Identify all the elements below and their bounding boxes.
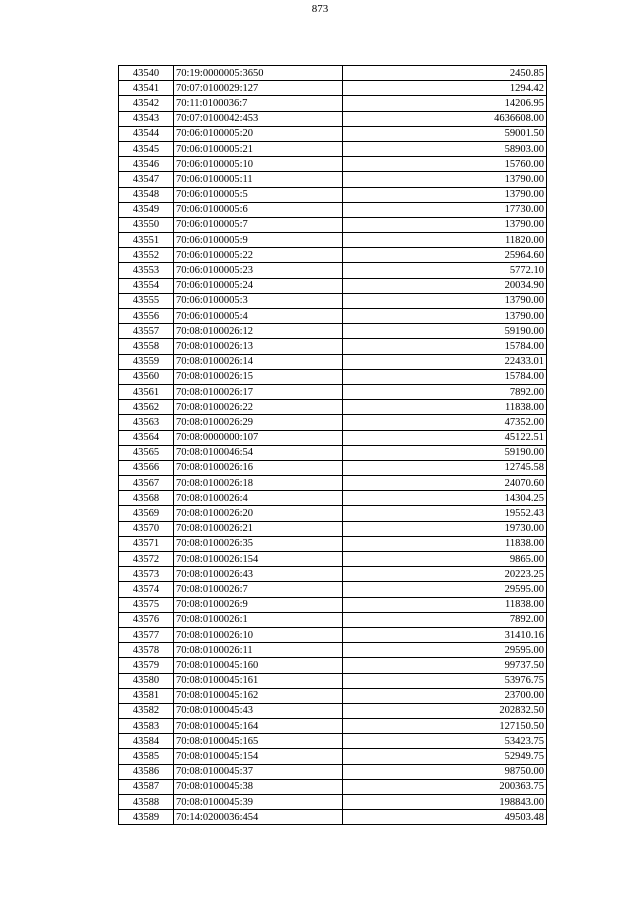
row-number-cell: 43549 — [119, 202, 174, 217]
cadastral-number-cell: 70:08:0100026:29 — [174, 415, 343, 430]
row-number-cell: 43565 — [119, 445, 174, 460]
cadastral-number-cell: 70:08:0100026:15 — [174, 369, 343, 384]
cadastral-number-cell: 70:08:0100026:7 — [174, 582, 343, 597]
value-cell: 59190.00 — [343, 445, 547, 460]
cadastral-number-cell: 70:06:0100005:10 — [174, 157, 343, 172]
cadastral-number-cell: 70:08:0100045:37 — [174, 764, 343, 779]
value-cell: 127150.50 — [343, 719, 547, 734]
cadastral-number-cell: 70:08:0100026:11 — [174, 643, 343, 658]
registry-table — [118, 65, 547, 825]
table-row — [119, 293, 547, 308]
cadastral-number-cell: 70:08:0100026:154 — [174, 552, 343, 567]
row-number-cell: 43563 — [119, 415, 174, 430]
value-cell: 19730.00 — [343, 521, 547, 536]
row-number-cell: 43584 — [119, 734, 174, 749]
cadastral-number-cell: 70:08:0100045:162 — [174, 688, 343, 703]
value-cell: 59190.00 — [343, 324, 547, 339]
table-row — [119, 688, 547, 703]
table-row — [119, 779, 547, 794]
value-cell: 202832.50 — [343, 703, 547, 718]
value-cell: 98750.00 — [343, 764, 547, 779]
table-row — [119, 384, 547, 399]
row-number-cell: 43554 — [119, 278, 174, 293]
cadastral-number-cell: 70:08:0100046:54 — [174, 445, 343, 460]
row-number-cell: 43557 — [119, 324, 174, 339]
cadastral-number-cell: 70:08:0100045:39 — [174, 795, 343, 810]
cadastral-number-cell: 70:06:0100005:5 — [174, 187, 343, 202]
row-number-cell: 43580 — [119, 673, 174, 688]
table-row — [119, 491, 547, 506]
table-row — [119, 719, 547, 734]
table-row — [119, 354, 547, 369]
value-cell: 19552.43 — [343, 506, 547, 521]
cadastral-number-cell: 70:06:0100005:9 — [174, 233, 343, 248]
value-cell: 15760.00 — [343, 157, 547, 172]
table-row — [119, 430, 547, 445]
row-number-cell: 43560 — [119, 369, 174, 384]
value-cell: 58903.00 — [343, 141, 547, 156]
value-cell: 198843.00 — [343, 795, 547, 810]
cadastral-number-cell: 70:07:0100029:127 — [174, 81, 343, 96]
value-cell: 2450.85 — [343, 66, 547, 81]
row-number-cell: 43552 — [119, 248, 174, 263]
value-cell: 24070.60 — [343, 476, 547, 491]
table-row — [119, 552, 547, 567]
value-cell: 45122.51 — [343, 430, 547, 445]
table-row — [119, 597, 547, 612]
row-number-cell: 43558 — [119, 339, 174, 354]
row-number-cell: 43574 — [119, 582, 174, 597]
table-row — [119, 627, 547, 642]
row-number-cell: 43575 — [119, 597, 174, 612]
page-number: 873 — [311, 3, 329, 15]
row-number-cell: 43583 — [119, 719, 174, 734]
value-cell: 20223.25 — [343, 567, 547, 582]
cadastral-number-cell: 70:08:0100026:1 — [174, 612, 343, 627]
value-cell: 5772.10 — [343, 263, 547, 278]
value-cell: 7892.00 — [343, 384, 547, 399]
table-row — [119, 248, 547, 263]
value-cell: 47352.00 — [343, 415, 547, 430]
cadastral-number-cell: 70:08:0100045:43 — [174, 703, 343, 718]
row-number-cell: 43559 — [119, 354, 174, 369]
row-number-cell: 43551 — [119, 233, 174, 248]
table-row — [119, 703, 547, 718]
table-row — [119, 400, 547, 415]
cadastral-number-cell: 70:08:0100026:17 — [174, 384, 343, 399]
cadastral-number-cell: 70:07:0100042:453 — [174, 111, 343, 126]
row-number-cell: 43568 — [119, 491, 174, 506]
cadastral-number-cell: 70:06:0100005:24 — [174, 278, 343, 293]
table-row — [119, 111, 547, 126]
value-cell: 200363.75 — [343, 779, 547, 794]
cadastral-number-cell: 70:08:0000000:107 — [174, 430, 343, 445]
row-number-cell: 43572 — [119, 552, 174, 567]
row-number-cell: 43589 — [119, 810, 174, 825]
value-cell: 59001.50 — [343, 126, 547, 141]
table-row — [119, 445, 547, 460]
table-row — [119, 764, 547, 779]
cadastral-number-cell: 70:11:0100036:7 — [174, 96, 343, 111]
table-row — [119, 157, 547, 172]
row-number-cell: 43553 — [119, 263, 174, 278]
row-number-cell: 43541 — [119, 81, 174, 96]
cadastral-number-cell: 70:08:0100045:161 — [174, 673, 343, 688]
value-cell: 13790.00 — [343, 293, 547, 308]
value-cell: 12745.58 — [343, 460, 547, 475]
value-cell: 23700.00 — [343, 688, 547, 703]
row-number-cell: 43576 — [119, 612, 174, 627]
cadastral-number-cell: 70:06:0100005:20 — [174, 126, 343, 141]
row-number-cell: 43545 — [119, 141, 174, 156]
row-number-cell: 43578 — [119, 643, 174, 658]
cadastral-number-cell: 70:06:0100005:21 — [174, 141, 343, 156]
cadastral-number-cell: 70:06:0100005:11 — [174, 172, 343, 187]
row-number-cell: 43581 — [119, 688, 174, 703]
table-row — [119, 324, 547, 339]
value-cell: 53423.75 — [343, 734, 547, 749]
value-cell: 13790.00 — [343, 217, 547, 232]
table-row — [119, 96, 547, 111]
row-number-cell: 43588 — [119, 795, 174, 810]
cadastral-number-cell: 70:06:0100005:23 — [174, 263, 343, 278]
cadastral-number-cell: 70:08:0100026:18 — [174, 476, 343, 491]
table-row — [119, 172, 547, 187]
table-row — [119, 749, 547, 764]
row-number-cell: 43586 — [119, 764, 174, 779]
table-row — [119, 673, 547, 688]
row-number-cell: 43542 — [119, 96, 174, 111]
table-row — [119, 309, 547, 324]
cadastral-number-cell: 70:08:0100045:164 — [174, 719, 343, 734]
value-cell: 13790.00 — [343, 187, 547, 202]
row-number-cell: 43579 — [119, 658, 174, 673]
cadastral-number-cell: 70:08:0100026:12 — [174, 324, 343, 339]
value-cell: 29595.00 — [343, 582, 547, 597]
cadastral-number-cell: 70:08:0100026:13 — [174, 339, 343, 354]
table-row — [119, 658, 547, 673]
table-row — [119, 339, 547, 354]
row-number-cell: 43555 — [119, 293, 174, 308]
value-cell: 20034.90 — [343, 278, 547, 293]
row-number-cell: 43569 — [119, 506, 174, 521]
row-number-cell: 43543 — [119, 111, 174, 126]
row-number-cell: 43566 — [119, 460, 174, 475]
value-cell: 25964.60 — [343, 248, 547, 263]
table-row — [119, 81, 547, 96]
value-cell: 49503.48 — [343, 810, 547, 825]
value-cell: 11820.00 — [343, 233, 547, 248]
cadastral-number-cell: 70:06:0100005:6 — [174, 202, 343, 217]
table-row — [119, 233, 547, 248]
table-row — [119, 66, 547, 81]
cadastral-number-cell: 70:08:0100026:16 — [174, 460, 343, 475]
table-row — [119, 369, 547, 384]
value-cell: 14304.25 — [343, 491, 547, 506]
cadastral-number-cell: 70:08:0100026:9 — [174, 597, 343, 612]
table-row — [119, 217, 547, 232]
value-cell: 1294.42 — [343, 81, 547, 96]
table-row — [119, 612, 547, 627]
value-cell: 11838.00 — [343, 536, 547, 551]
table-row — [119, 476, 547, 491]
value-cell: 11838.00 — [343, 597, 547, 612]
cadastral-number-cell: 70:06:0100005:4 — [174, 309, 343, 324]
row-number-cell: 43546 — [119, 157, 174, 172]
value-cell: 31410.16 — [343, 627, 547, 642]
row-number-cell: 43544 — [119, 126, 174, 141]
table-row — [119, 536, 547, 551]
value-cell: 4636608.00 — [343, 111, 547, 126]
cadastral-number-cell: 70:08:0100045:160 — [174, 658, 343, 673]
value-cell: 99737.50 — [343, 658, 547, 673]
table-row — [119, 460, 547, 475]
row-number-cell: 43585 — [119, 749, 174, 764]
cadastral-number-cell: 70:06:0100005:3 — [174, 293, 343, 308]
table-row — [119, 795, 547, 810]
table-row — [119, 202, 547, 217]
table-row — [119, 263, 547, 278]
cadastral-number-cell: 70:08:0100026:22 — [174, 400, 343, 415]
table-row — [119, 734, 547, 749]
cadastral-number-cell: 70:08:0100026:20 — [174, 506, 343, 521]
table-row — [119, 506, 547, 521]
row-number-cell: 43567 — [119, 476, 174, 491]
table-row — [119, 582, 547, 597]
row-number-cell: 43571 — [119, 536, 174, 551]
registry-table-body — [119, 66, 547, 825]
cadastral-number-cell: 70:06:0100005:7 — [174, 217, 343, 232]
row-number-cell: 43550 — [119, 217, 174, 232]
table-row — [119, 810, 547, 825]
row-number-cell: 43587 — [119, 779, 174, 794]
table-row — [119, 141, 547, 156]
table-row — [119, 643, 547, 658]
table-row — [119, 126, 547, 141]
row-number-cell: 43556 — [119, 309, 174, 324]
value-cell: 53976.75 — [343, 673, 547, 688]
value-cell: 7892.00 — [343, 612, 547, 627]
row-number-cell: 43582 — [119, 703, 174, 718]
value-cell: 14206.95 — [343, 96, 547, 111]
table-row — [119, 278, 547, 293]
row-number-cell: 43562 — [119, 400, 174, 415]
value-cell: 17730.00 — [343, 202, 547, 217]
cadastral-number-cell: 70:06:0100005:22 — [174, 248, 343, 263]
value-cell: 52949.75 — [343, 749, 547, 764]
cadastral-number-cell: 70:08:0100045:154 — [174, 749, 343, 764]
row-number-cell: 43547 — [119, 172, 174, 187]
table-row — [119, 415, 547, 430]
value-cell: 22433.01 — [343, 354, 547, 369]
cadastral-number-cell: 70:19:0000005:3650 — [174, 66, 343, 81]
cadastral-number-cell: 70:08:0100026:14 — [174, 354, 343, 369]
cadastral-number-cell: 70:08:0100026:10 — [174, 627, 343, 642]
row-number-cell: 43570 — [119, 521, 174, 536]
table-row — [119, 521, 547, 536]
cadastral-number-cell: 70:08:0100026:4 — [174, 491, 343, 506]
cadastral-number-cell: 70:08:0100026:35 — [174, 536, 343, 551]
value-cell: 29595.00 — [343, 643, 547, 658]
table-row — [119, 187, 547, 202]
row-number-cell: 43548 — [119, 187, 174, 202]
cadastral-number-cell: 70:08:0100026:43 — [174, 567, 343, 582]
cadastral-number-cell: 70:08:0100045:38 — [174, 779, 343, 794]
value-cell: 9865.00 — [343, 552, 547, 567]
cadastral-number-cell: 70:14:0200036:454 — [174, 810, 343, 825]
value-cell: 15784.00 — [343, 369, 547, 384]
value-cell: 15784.00 — [343, 339, 547, 354]
value-cell: 11838.00 — [343, 400, 547, 415]
row-number-cell: 43561 — [119, 384, 174, 399]
cadastral-number-cell: 70:08:0100045:165 — [174, 734, 343, 749]
cadastral-number-cell: 70:08:0100026:21 — [174, 521, 343, 536]
row-number-cell: 43573 — [119, 567, 174, 582]
row-number-cell: 43577 — [119, 627, 174, 642]
value-cell: 13790.00 — [343, 172, 547, 187]
value-cell: 13790.00 — [343, 309, 547, 324]
table-row — [119, 567, 547, 582]
row-number-cell: 43540 — [119, 66, 174, 81]
row-number-cell: 43564 — [119, 430, 174, 445]
